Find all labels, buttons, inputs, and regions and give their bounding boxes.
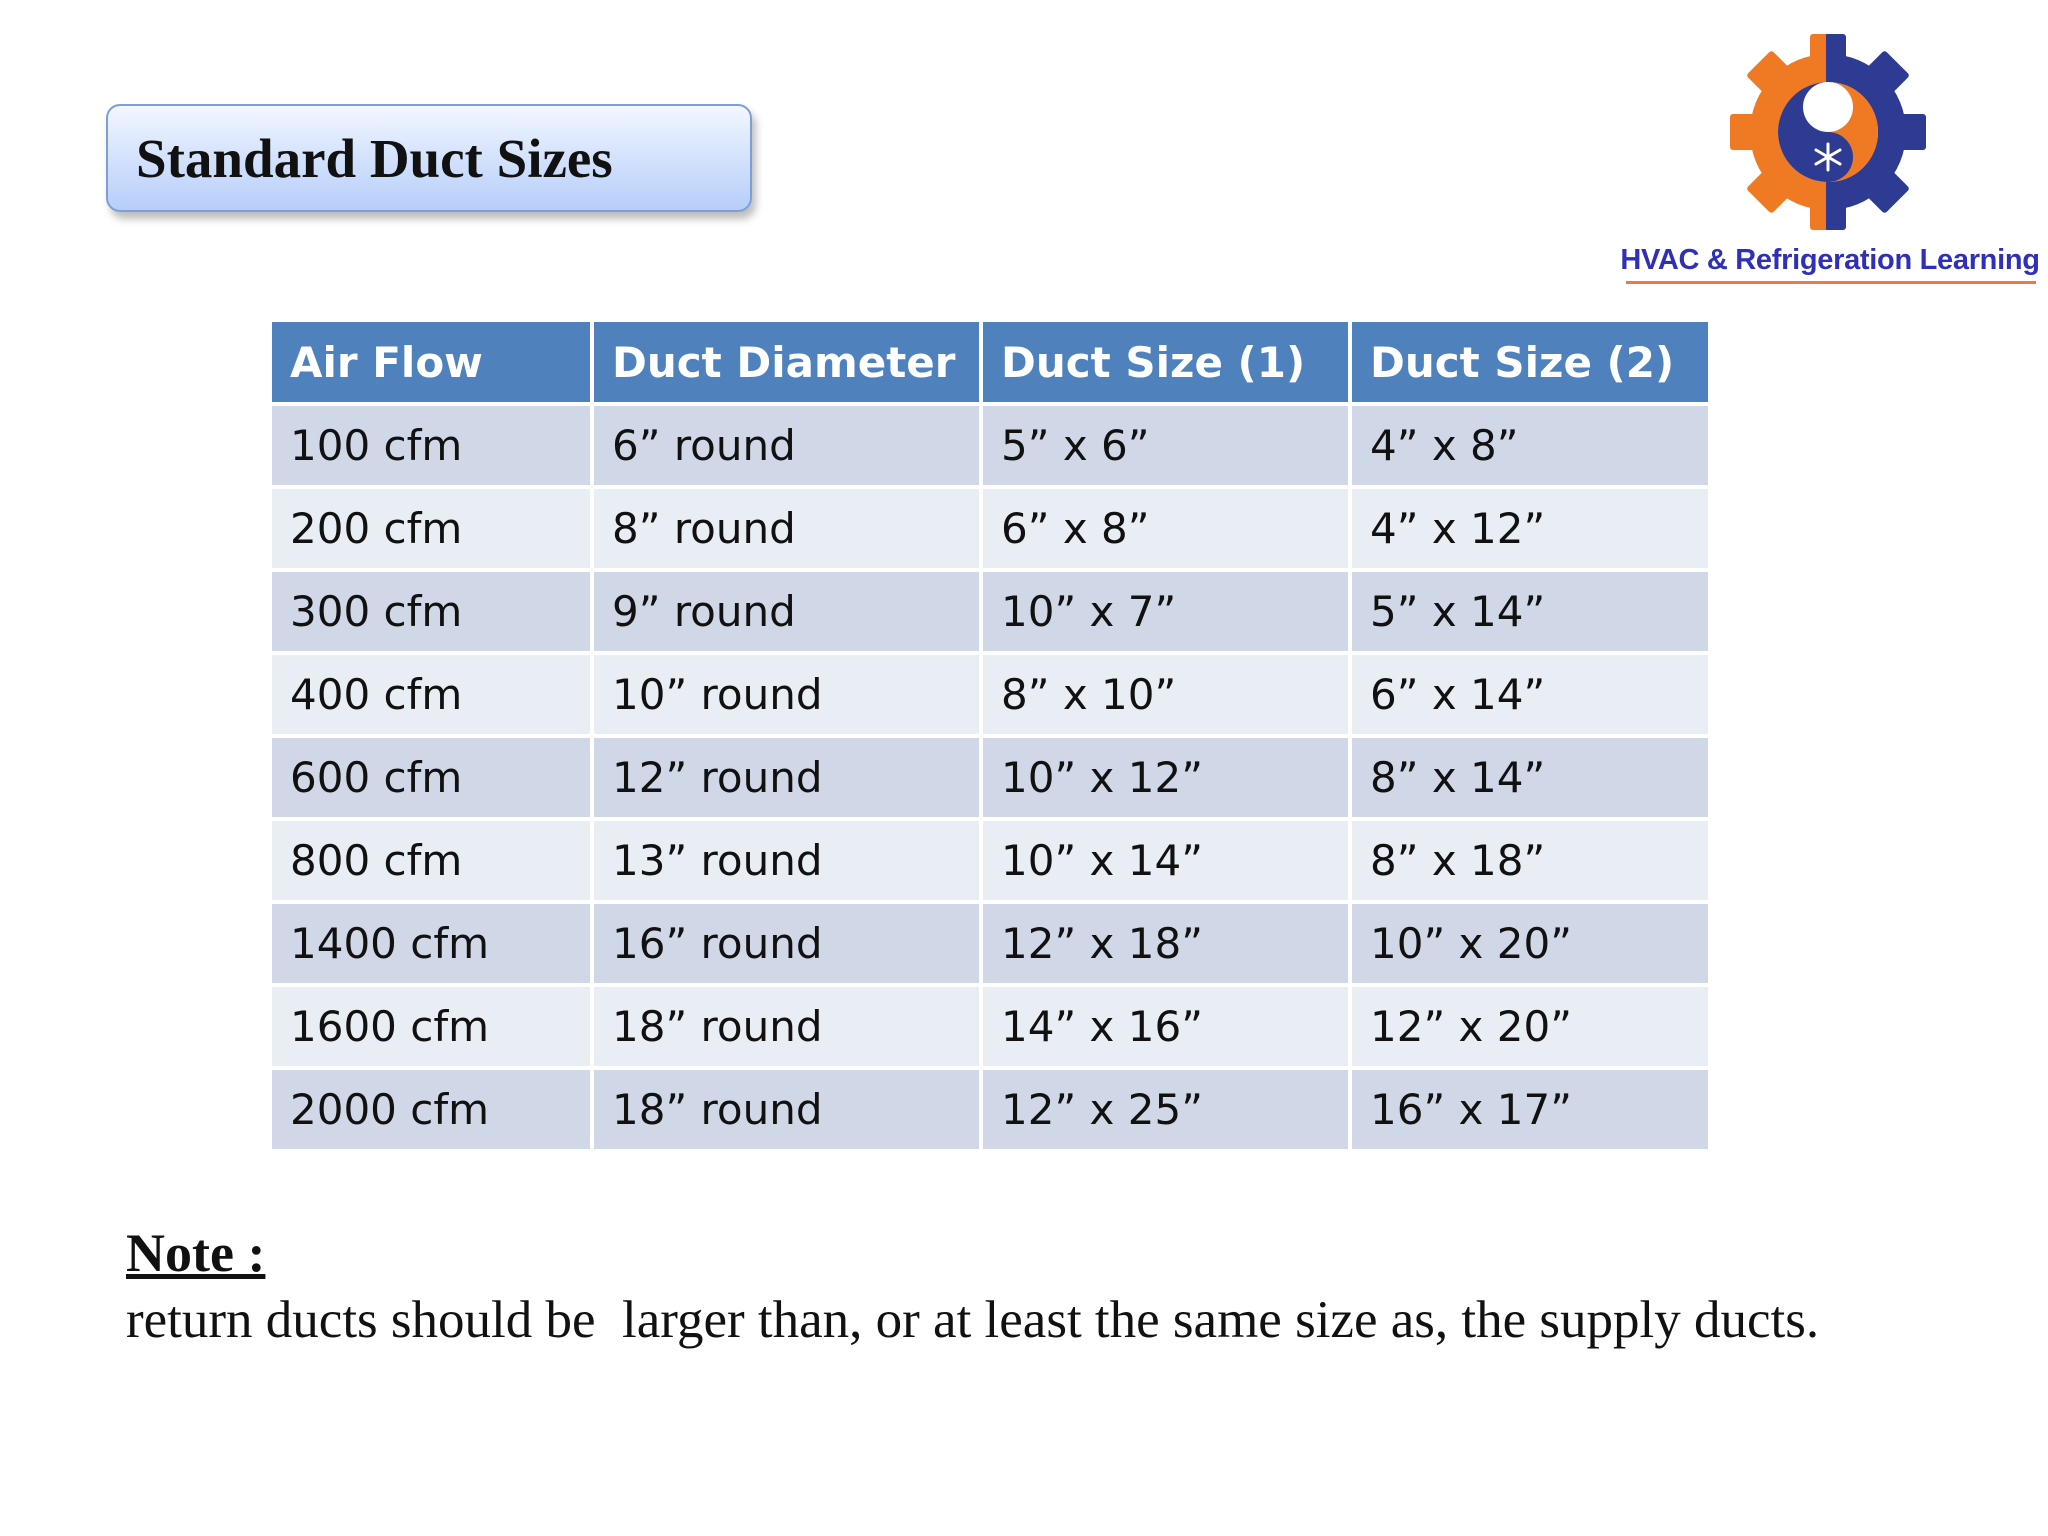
duct-diameter-cell: 10” round	[592, 653, 981, 736]
duct-diameter-cell: 9” round	[592, 570, 981, 653]
duct-size-2-cell: 4” x 8”	[1350, 404, 1710, 487]
column-header-duct-size-1: Duct Size (1)	[981, 320, 1350, 404]
air-flow-cell: 1600 cfm	[270, 985, 592, 1068]
duct-size-2-cell: 6” x 14”	[1350, 653, 1710, 736]
air-flow-cell: 2000 cfm	[270, 1068, 592, 1151]
duct-diameter-cell: 12” round	[592, 736, 981, 819]
duct-diameter-cell: 6” round	[592, 404, 981, 487]
duct-size-2-cell: 12” x 20”	[1350, 985, 1710, 1068]
duct-diameter-cell: 13” round	[592, 819, 981, 902]
duct-diameter-cell: 8” round	[592, 487, 981, 570]
note-heading: Note :	[126, 1223, 266, 1283]
air-flow-cell: 600 cfm	[270, 736, 592, 819]
duct-diameter-cell: 16” round	[592, 902, 981, 985]
table-row	[270, 1068, 1710, 1151]
duct-size-2-cell: 16” x 17”	[1350, 1068, 1710, 1151]
table-row	[270, 404, 1710, 487]
table-row	[270, 819, 1710, 902]
air-flow-cell: 200 cfm	[270, 487, 592, 570]
air-flow-cell: 800 cfm	[270, 819, 592, 902]
page-title: Standard Duct Sizes	[136, 127, 613, 189]
table-row	[270, 902, 1710, 985]
duct-size-1-cell: 10” x 7”	[981, 570, 1350, 653]
table-header-row	[270, 320, 1710, 404]
duct-diameter-cell: 18” round	[592, 1068, 981, 1151]
duct-size-table	[268, 318, 1712, 1153]
table-row	[270, 487, 1710, 570]
duct-size-1-cell: 12” x 25”	[981, 1068, 1350, 1151]
brand-underline	[1626, 281, 2036, 284]
duct-size-1-cell: 10” x 14”	[981, 819, 1350, 902]
table-row	[270, 570, 1710, 653]
note-text: return ducts should be larger than, or at least the same size as, the supply ducts.	[126, 1291, 1820, 1349]
air-flow-cell: 400 cfm	[270, 653, 592, 736]
column-header-duct-diameter: Duct Diameter	[592, 320, 981, 404]
table-row	[270, 653, 1710, 736]
duct-size-1-cell: 5” x 6”	[981, 404, 1350, 487]
duct-size-2-cell: 4” x 12”	[1350, 487, 1710, 570]
table-row	[270, 985, 1710, 1068]
duct-size-2-cell: 8” x 18”	[1350, 819, 1710, 902]
duct-size-2-cell: 5” x 14”	[1350, 570, 1710, 653]
column-header-air-flow: Air Flow	[270, 320, 592, 404]
duct-size-2-cell: 8” x 14”	[1350, 736, 1710, 819]
column-header-duct-size-2: Duct Size (2)	[1350, 320, 1710, 404]
brand-text: HVAC & Refrigeration Learning	[1620, 244, 2040, 276]
title-box	[106, 104, 752, 212]
gear-snowflake-logo-icon	[1710, 20, 1960, 250]
air-flow-cell: 1400 cfm	[270, 902, 592, 985]
duct-diameter-cell: 18” round	[592, 985, 981, 1068]
air-flow-cell: 100 cfm	[270, 404, 592, 487]
duct-size-1-cell: 8” x 10”	[981, 653, 1350, 736]
air-flow-cell: 300 cfm	[270, 570, 592, 653]
duct-size-2-cell: 10” x 20”	[1350, 902, 1710, 985]
duct-size-1-cell: 12” x 18”	[981, 902, 1350, 985]
table-row	[270, 736, 1710, 819]
duct-size-1-cell: 10” x 12”	[981, 736, 1350, 819]
duct-size-1-cell: 14” x 16”	[981, 985, 1350, 1068]
duct-size-1-cell: 6” x 8”	[981, 487, 1350, 570]
